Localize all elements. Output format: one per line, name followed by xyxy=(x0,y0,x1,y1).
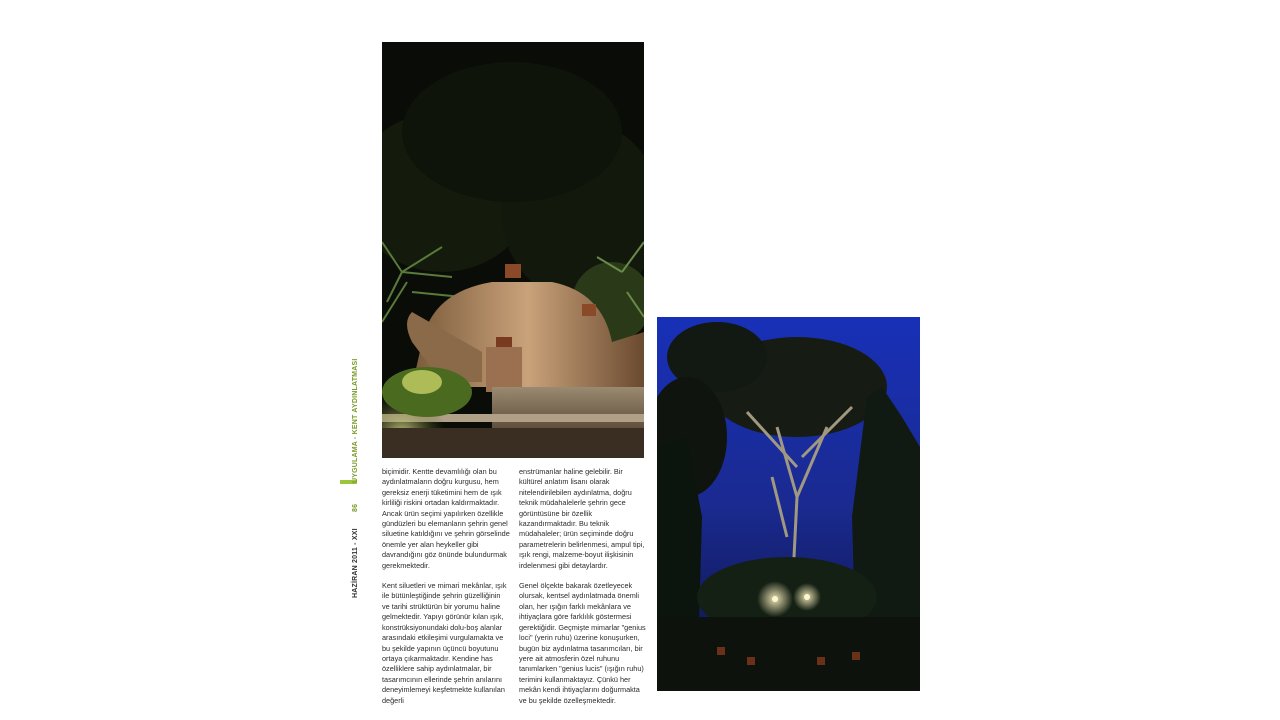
issue-date: HAZİRAN 2011 - XXI xyxy=(352,528,359,598)
pine-tree-illustration xyxy=(657,317,920,691)
garden-fountain-night-photo xyxy=(382,42,644,458)
section-title: UYGULAMA - KENT AYDINLATMASI xyxy=(352,358,359,483)
col1-paragraph-1: biçimidir. Kentte devamlılığı olan bu aydınlatmaların doğru kurgusu, hem gereksiz enerji tüketimini hem de ışık kirliliği riskini ortadan kaldırmaktadır. Ancak ürün seçimi yapılırken özellikle gündüzleri bu elemanların şehrin genel siluetine katıldığını ve şehrin görselinde önemle yer alan heykeller gibi davrandığını göz önünde bulundurmak gerekmektedir. xyxy=(382,467,510,570)
page-number: 86 xyxy=(352,503,359,512)
col1-paragraph-2: Kent siluetleri ve mimari mekânlar, ışık ile bütünleştiğinde şehrin güzelliğinin ve tarihi strüktürün bir yorumu haline gelmektedir. Yapıyı görünür kılan ışık, konstrüksiyonundaki dolu-boş alanlar arasındaki etkileşimi vurgulamakta ve bu şekilde yapının üçüncü boyutunu ortaya çıkarmaktadır. Kendine has özelliklere sahip aydınlatmalar, bir tasarımcının ellerinde şehrin anılarını deneyimlemeyi keşfetmekte kullanılan değerli xyxy=(382,581,507,705)
col2-paragraph-1: enstrümanlar haline gelebilir. Bir kültürel anlatım lisanı olarak nitelendirilebilen aydınlatma, doğru teknik müdahalelerle şehrin gece görüntüsüne bir özellik kazandırmaktadır. Bu teknik müdahaleler; ürün seçiminde doğru parametrelerin belirlenmesi, ampul tipi, ışık rengi, malzeme-boyut ilişkisinin irdelenmesi gibi detaylardır. xyxy=(519,467,645,570)
col2-paragraph-2: Genel ölçekte bakarak özetleyecek olursak, kentsel aydınlatmada önemli olan, her ışığın farklı mekânlara ve ihtiyaçlara göre farklılık göstermesi gerektiğidir. Geçmişte mimarlar "genius loci" (yerin ruhu) üzerine konuşurken, bugün biz aydınlatma tasarımcıları, bir yere ait atmosferin özel ruhunu tanımlarken "genius lucis" (ışığın ruhu) terimini kullanmaktayız. Çünkü her mekân kendi ihtiyaçlarını doğurmakta ve bu şekilde özelleşmektedir. xyxy=(519,581,646,705)
pine-tree-dusk-photo xyxy=(657,317,920,691)
article-column-1 xyxy=(382,467,510,716)
fountain-illustration xyxy=(382,42,644,458)
article-column-2 xyxy=(519,467,647,716)
